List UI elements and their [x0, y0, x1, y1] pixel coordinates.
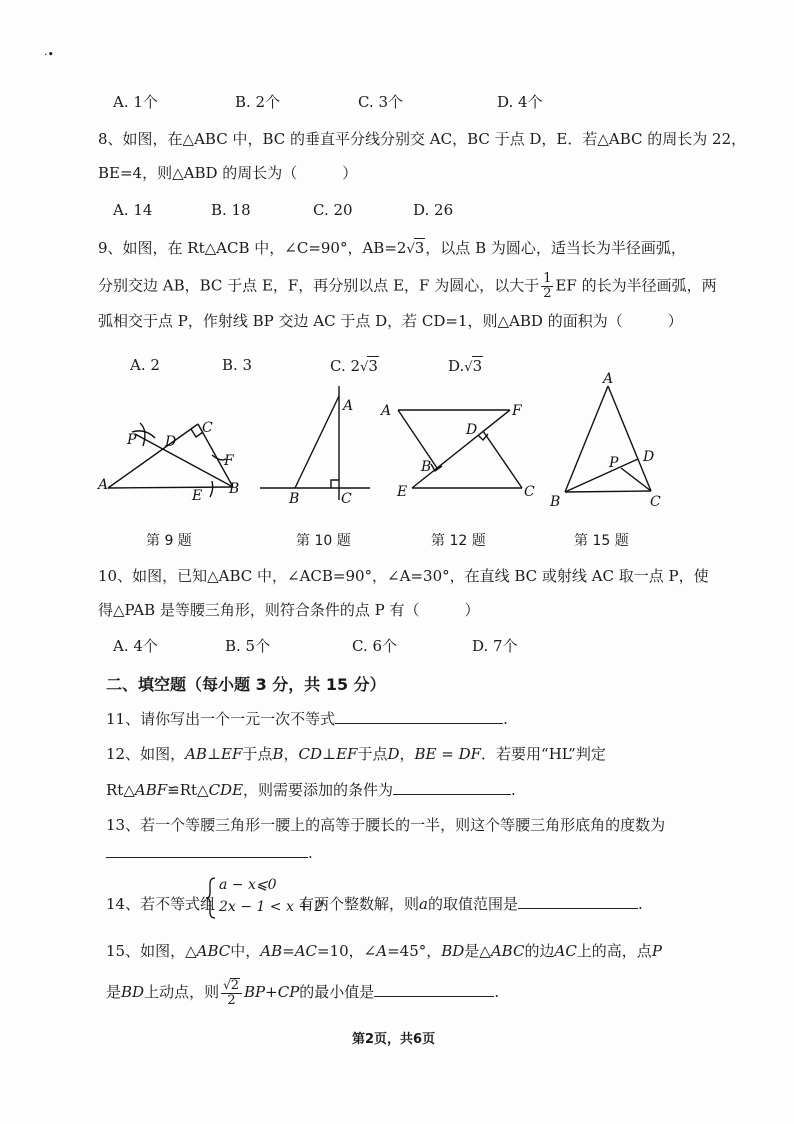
q14-inequality-system	[205, 876, 324, 920]
fig10-right-angle	[331, 480, 339, 488]
fig10-label-a: A	[343, 398, 354, 414]
q15-end: .	[494, 983, 500, 1001]
fig12-caption: 第 12 题	[431, 533, 486, 549]
q15-m9: BP+CP	[244, 983, 300, 1001]
q9-option-c-text: C. 2	[330, 357, 361, 375]
q10-option-a[interactable]: A. 4个	[113, 637, 158, 655]
q9-option-c-radicand: 3	[368, 357, 378, 375]
q9-line1-text-a: 9、如图，在 Rt△ACB 中，∠C=90°，AB=	[98, 239, 397, 257]
q15-m2: AB=AC=	[260, 942, 330, 960]
fig10-label-b: B	[289, 491, 300, 507]
q8-line2: BE=4，则△ABD 的周长为（ ）	[98, 164, 358, 182]
question-11	[106, 708, 508, 729]
fig12-label-a: A	[381, 403, 392, 419]
fig9-caption: 第 9 题	[146, 533, 192, 549]
fig9-label-d: D	[165, 434, 177, 450]
fig15-label-d: D	[643, 449, 655, 465]
q15-answer-blank[interactable]	[374, 982, 494, 997]
fig10-side-ab	[295, 396, 339, 488]
fig9-label-c: C	[202, 420, 213, 436]
q10-option-b[interactable]: B. 5个	[225, 637, 271, 655]
fig9-label-b: B	[229, 481, 240, 497]
q14-answer-blank[interactable]	[518, 894, 638, 909]
fig12-label-e: E	[397, 484, 408, 500]
q8-option-b[interactable]: B. 18	[211, 201, 251, 219]
q15-line2	[106, 978, 499, 1008]
q9-line3: 弧相交于点 P，作射线 BP 交边 AC 于点 D，若 CD=1，则△ABD 的面积为（ ）	[98, 312, 683, 330]
q9-fraction	[541, 272, 553, 301]
q13-line2	[106, 843, 313, 862]
q12-t1: 12、如图，	[106, 745, 186, 763]
fig10-caption: 第 10 题	[296, 533, 351, 549]
q13-line1: 13、若一个等腰三角形一腰上的高等于腰长的一半，则这个等腰三角形底角的度数为	[106, 816, 666, 834]
q12-m7: CDE	[208, 781, 244, 799]
q15-line1	[106, 940, 662, 961]
q15-m1: ABC	[196, 942, 231, 960]
q12-m3: CD⊥EF	[298, 745, 358, 763]
q9-radicand: 3	[414, 239, 425, 257]
q14-prefix: 14、若不等式组	[106, 895, 216, 913]
fig15-caption: 第 15 题	[574, 533, 629, 549]
q9-line2-text-b: EF 的长为半径画弧，两	[555, 276, 717, 295]
page-footer: 第2页，共6页	[352, 1032, 436, 1047]
q12-t9: ，则需要添加的条件为	[243, 781, 394, 799]
q7-option-d[interactable]: D. 4个	[497, 93, 543, 111]
q10-line2: 得△PAB 是等腰三角形，则符合条件的点 P 有（ ）	[98, 601, 480, 619]
q7-option-c[interactable]: C. 3个	[358, 93, 404, 111]
q15-t1: 15、如图，△	[106, 942, 197, 960]
q15-m4: BD	[441, 942, 465, 960]
fig9-arc-e	[210, 481, 213, 497]
q14-mid: 有两个整数解，则	[299, 895, 420, 913]
q13-end: .	[308, 844, 313, 862]
q12-t7: Rt△	[106, 781, 135, 799]
q15-m6: AC	[554, 942, 577, 960]
q15-m8: BD	[121, 983, 145, 1001]
q12-line2	[106, 779, 516, 800]
q15-t3: 10，∠	[329, 942, 377, 960]
q15-t10: 的最小值是	[299, 983, 375, 1001]
sqrt-icon: √	[223, 978, 231, 992]
q15-m5: ABC	[490, 942, 525, 960]
fig12-label-d: D	[466, 422, 478, 438]
q14-inequality-1: a − x⩽0	[219, 877, 277, 893]
fig12-label-b: B	[421, 459, 432, 475]
q9-option-d-text: D.	[448, 357, 465, 375]
q9-option-d-radicand: 3	[472, 357, 483, 375]
fig12-side-cd	[483, 431, 522, 488]
q15-m3: A	[376, 942, 388, 960]
fig15-side-bc	[565, 491, 651, 492]
fig9-side-ab	[108, 487, 233, 488]
q15-t8: 是	[106, 983, 122, 1001]
q15-t2: 中，	[230, 942, 261, 960]
fig9-side-ac	[108, 424, 198, 488]
q9-line1-text-c: ，以点 B 为圆心，适当长为半径画弧，	[425, 239, 686, 257]
fig12-label-f: F	[512, 403, 522, 419]
q10-option-c[interactable]: C. 6个	[352, 637, 398, 655]
figure-labels	[96, 371, 661, 510]
q12-t4: 于点	[357, 745, 388, 763]
q10-option-d[interactable]: D. 7个	[472, 637, 518, 655]
figures-diagram	[0, 360, 794, 520]
fig15-label-c: C	[650, 494, 661, 510]
q9-line2	[98, 272, 717, 301]
q15-fraction	[221, 978, 242, 1008]
q9-frac-num: 1	[543, 271, 552, 286]
figure-15	[565, 386, 651, 492]
q10-line1: 10、如图，已知△ABC 中，∠ACB=90°，∠A=30°，在直线 BC 或射线 AC 取一点 P，使	[98, 567, 709, 585]
q9-coef: 2	[396, 239, 407, 257]
q12-m6: ABF	[134, 781, 168, 799]
q12-m5: BE = DF	[414, 745, 482, 763]
q8-option-c[interactable]: C. 20	[313, 201, 353, 219]
brace-icon	[205, 876, 217, 920]
q14-suffix: 的取值范围是	[427, 895, 518, 913]
fig10-label-c: C	[341, 491, 352, 507]
q15-t6: 的边	[524, 942, 555, 960]
fig9-label-e: E	[192, 488, 203, 504]
fig9-label-p: P	[127, 432, 137, 448]
figure-12	[398, 410, 522, 488]
q11-answer-blank[interactable]	[335, 709, 503, 724]
q15-t9: 上动点，则	[144, 983, 220, 1001]
q12-end: .	[511, 781, 516, 799]
q7-option-b[interactable]: B. 2个	[235, 93, 281, 111]
q14-var: a	[419, 895, 428, 913]
q9-line2-text-a: 分别交边 AB，BC 于点 E，F，再分别以点 E，F 为圆心，以大于	[98, 276, 540, 295]
q9-line1	[98, 237, 686, 258]
corner-mark: ·•	[44, 48, 54, 61]
fig9-label-f: F	[224, 453, 234, 469]
fig15-label-p: P	[609, 455, 619, 471]
q12-line1	[106, 743, 606, 764]
q14-end: .	[637, 895, 643, 913]
q15-t7: 上的高，点	[576, 942, 652, 960]
q8-option-d[interactable]: D. 26	[413, 201, 454, 219]
q12-t5: ，	[399, 745, 415, 763]
q15-frac-num	[221, 978, 242, 994]
section-2-heading: 二、填空题（每小题 3 分，共 15 分）	[106, 675, 386, 694]
q9-frac-den: 2	[543, 286, 552, 301]
q15-m7: P	[651, 942, 662, 960]
q15-frac-radicand: 2	[230, 978, 240, 993]
q14-rest	[299, 893, 643, 914]
sqrt-icon: √	[360, 360, 369, 375]
q12-t3: ，	[283, 745, 299, 763]
q12-t8: ≌Rt△	[167, 781, 209, 799]
q12-m1: AB⊥EF	[185, 745, 243, 763]
q9-option-a[interactable]: A. 2	[130, 356, 160, 374]
fig15-label-b: B	[550, 494, 561, 510]
q7-option-a[interactable]: A. 1个	[113, 93, 158, 111]
q8-option-a[interactable]: A. 14	[113, 201, 153, 219]
q12-t2: 于点	[242, 745, 273, 763]
q9-option-b[interactable]: B. 3	[222, 356, 253, 374]
q15-t5: 是△	[464, 942, 491, 960]
q8-line1: 8、如图，在△ABC 中，BC 的垂直平分线分别交 AC，BC 于点 D，E．若△ABC 的周长为 22，	[98, 130, 747, 148]
sqrt-icon: √	[406, 242, 415, 257]
q11-end: .	[503, 710, 508, 728]
q12-m4: D	[387, 745, 400, 763]
q13-answer-blank[interactable]	[106, 843, 308, 858]
q15-frac-den: 2	[227, 993, 236, 1008]
figure-10	[260, 386, 370, 500]
q12-answer-blank[interactable]	[393, 780, 511, 795]
fig9-arc-1	[140, 423, 145, 446]
q12-t6: ．若要用“HL”判定	[481, 745, 606, 763]
fig15-label-a: A	[603, 371, 614, 387]
q15-t4: =45°，	[387, 942, 442, 960]
sqrt-icon: √	[464, 360, 473, 375]
q12-m2: B	[272, 745, 284, 763]
fig9-label-a: A	[98, 477, 109, 493]
q11-text: 11、请你写出一个一元一次不等式	[106, 710, 336, 728]
fig12-label-c: C	[524, 484, 535, 500]
q14-inequality-2: 2x − 1 < x + 2	[219, 899, 324, 915]
